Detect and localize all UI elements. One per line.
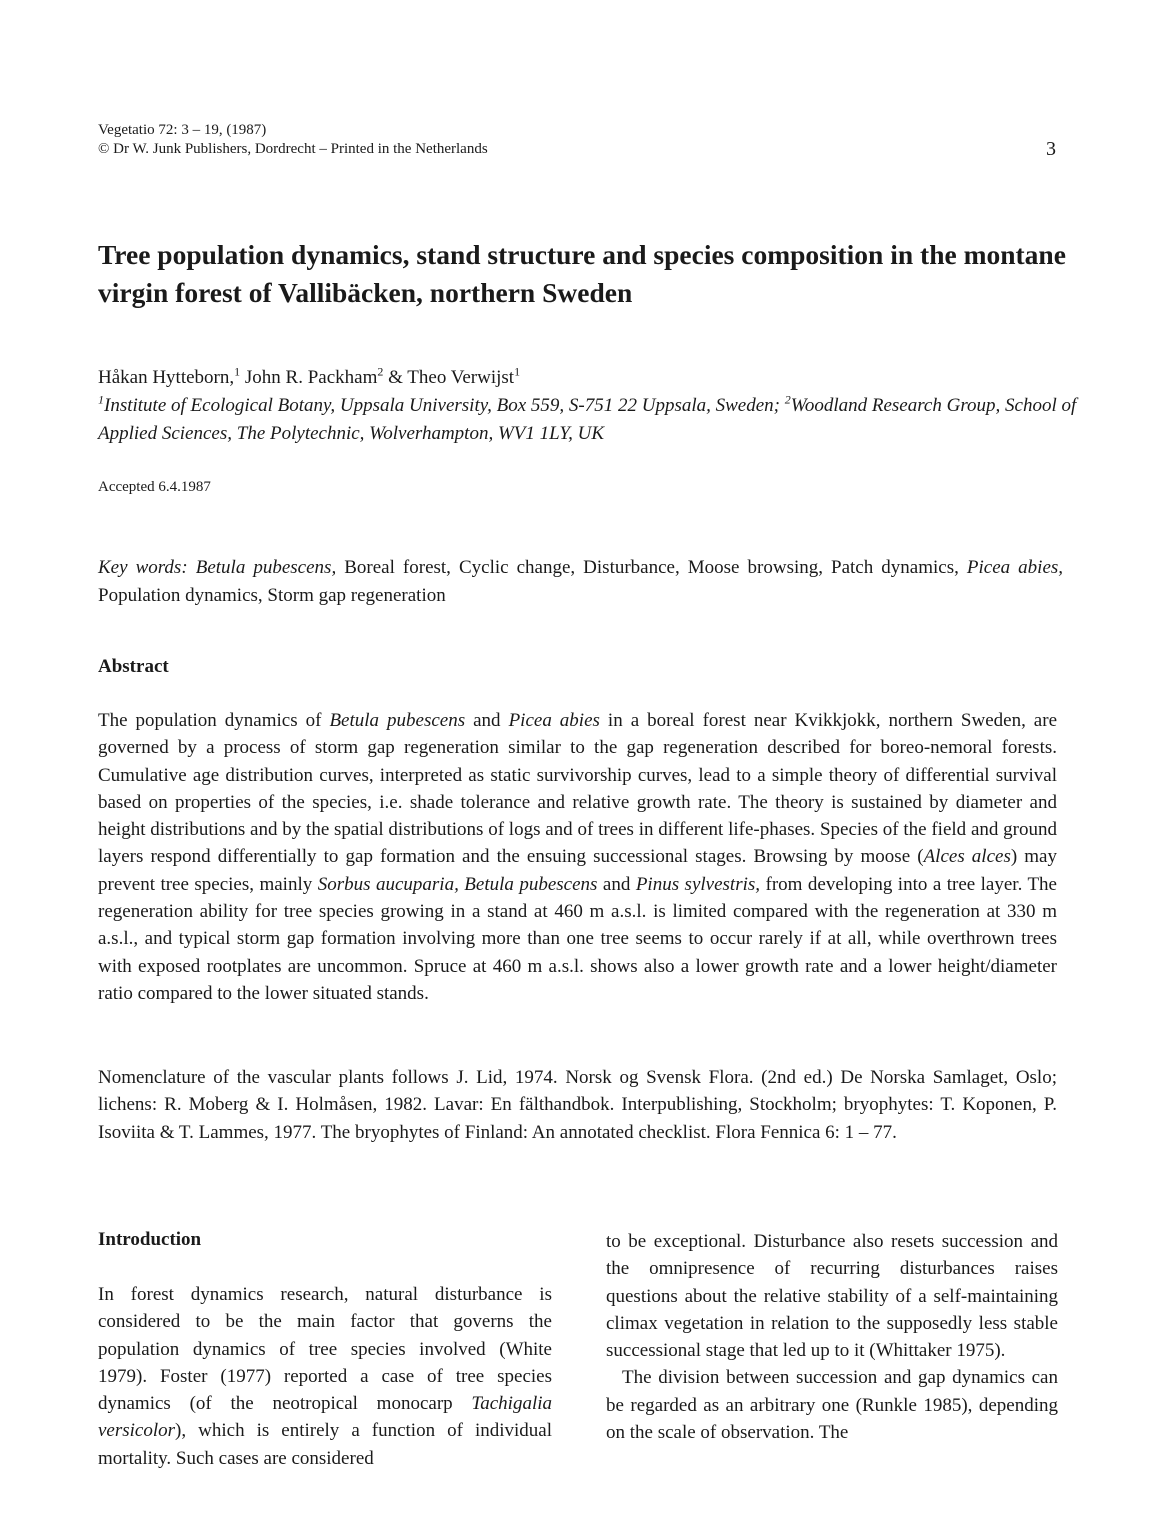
publisher-line: © Dr W. Junk Publishers, Dordrecht – Printed in the Netherlands <box>98 141 488 157</box>
introduction-right-column <box>606 1228 1058 1446</box>
affiliation-marker: 1 <box>514 364 521 379</box>
article-title: Tree population dynamics, stand structure and species composition in the montane virgin forest of Vallibäcken, northern Sweden <box>98 239 1066 308</box>
accepted-date: Accepted 6.4.1987 <box>98 479 211 495</box>
abstract-span: The population dynamics of <box>98 710 330 731</box>
affiliation-marker: 2 <box>377 364 384 379</box>
abstract-span: from developing into a tree layer. The regeneration ability for tree species growing in a stand at 460 m a.s.l. is limited compared with the regeneration at 330 m a.s.l., and typical storm gap formation involving more than one tree seems to occur rarely if at all, while overthrown trees with exposed rootplates are uncommon. Spruce at 460 m a.s.l. shows also a lower growth rate and a lower height/diameter ratio compared to the lower situated stands. <box>98 873 1057 1004</box>
author-name: & Theo Verwijst <box>383 367 515 388</box>
affiliation-marker: 2 <box>784 392 791 407</box>
species-name: Tachigalia versicolor <box>98 1393 552 1442</box>
species-name: Betula pubescens <box>329 710 466 731</box>
abstract-text <box>98 707 1057 1007</box>
journal-citation: Vegetatio 72: 3 – 19, (1987) <box>98 122 267 138</box>
body-paragraph: The division between succession and gap dynamics can be regarded as an arbitrary one (Runkle 1985), depending on the scale of observation. The <box>606 1367 1058 1444</box>
nomenclature-note: Nomenclature of the vascular plants follows J. Lid, 1974. Norsk og Svensk Flora. (2nd ed.) De Norska Samlaget, Oslo; lichens: R. Moberg & I. Holmåsen, 1982. Lavar: En fälthandbok. Interpublishing, Stockholm; bryophytes: T. Koponen, P. Isoviita & T. Lammes, 1977. The bryophytes of Finland: An annotated checklist. Flora Fennica 6: 1 – 77. <box>98 1067 1057 1143</box>
introduction-left-column <box>98 1281 552 1472</box>
species-name: Sorbus aucuparia, Betula pubescens <box>317 873 598 895</box>
species-name: Alces alces <box>923 846 1011 868</box>
affiliation-2: Woodland Research Group, School of Applied Sciences, The Polytechnic, Wolverhampton, WV1 1LY, UK <box>98 395 1077 444</box>
author-name: Håkan Hytteborn, <box>98 367 235 388</box>
author-name: John R. Packham <box>240 367 378 388</box>
body-text: In forest dynamics research, natural disturbance is considered to be the main factor that governs the population dynamics of tree species involved (White 1979). Foster (1977) reported a case of tree species dynamics (of the neotropical monocarp <box>98 1284 552 1415</box>
body-paragraph: to be exceptional. Disturbance also resets succession and the omnipresence of recurring disturbances raises questions about the relative stability of a self-maintaining climax vegetation in relation to the supposedly less stable successional stage that led up to it (Whittaker 1975). <box>606 1231 1058 1362</box>
introduction-heading: Introduction <box>98 1229 202 1250</box>
species-name: Pinus sylvestris, <box>635 873 761 895</box>
journal-header <box>98 121 488 159</box>
abstract-span: in a boreal forest near Kvikkjokk, northern Sweden, are governed by a process of storm gap regeneration similar to the gap regeneration described for boreo-nemoral forests. Cumulative age distribution curves, interpreted as static survivorship curves, lead to a simple theory of differential survival based on properties of the species, i.e. shade tolerance and relative growth rate. The theory is sustained by diameter and height distributions and by the spatial distributions of logs and of trees in different life-phases. Species of the field and ground layers respond differentially to gap formation and the ensuing successional stages. Browsing by moose ( <box>98 710 1058 868</box>
keywords <box>98 554 1063 610</box>
abstract-span: and <box>465 710 509 731</box>
keywords-label: Key words: <box>98 557 188 578</box>
abstract-heading: Abstract <box>98 656 169 677</box>
abstract-span: ) may prevent tree species, mainly <box>98 846 1057 895</box>
affiliation-1: Institute of Ecological Botany, Uppsala University, Box 559, S-751 22 Uppsala, Sweden; <box>104 395 785 416</box>
page-number: 3 <box>1046 138 1056 160</box>
affiliations <box>98 392 1078 448</box>
keyword-list: Population dynamics, Storm gap regeneration <box>98 585 446 606</box>
keyword-list: Boreal forest, Cyclic change, Disturbance, Moose browsing, Patch dynamics, <box>336 557 967 578</box>
keyword-species: Picea abies, <box>966 557 1064 578</box>
affiliation-marker: 1 <box>98 392 104 407</box>
affiliation-marker: 1 <box>234 364 241 379</box>
species-name: Picea abies <box>508 710 600 731</box>
abstract-span: and <box>597 873 636 895</box>
body-text: ), which is entirely a function of individual mortality. Such cases are considered <box>98 1420 552 1469</box>
keyword-species: Betula pubescens, <box>195 557 337 578</box>
author-list <box>98 366 520 390</box>
